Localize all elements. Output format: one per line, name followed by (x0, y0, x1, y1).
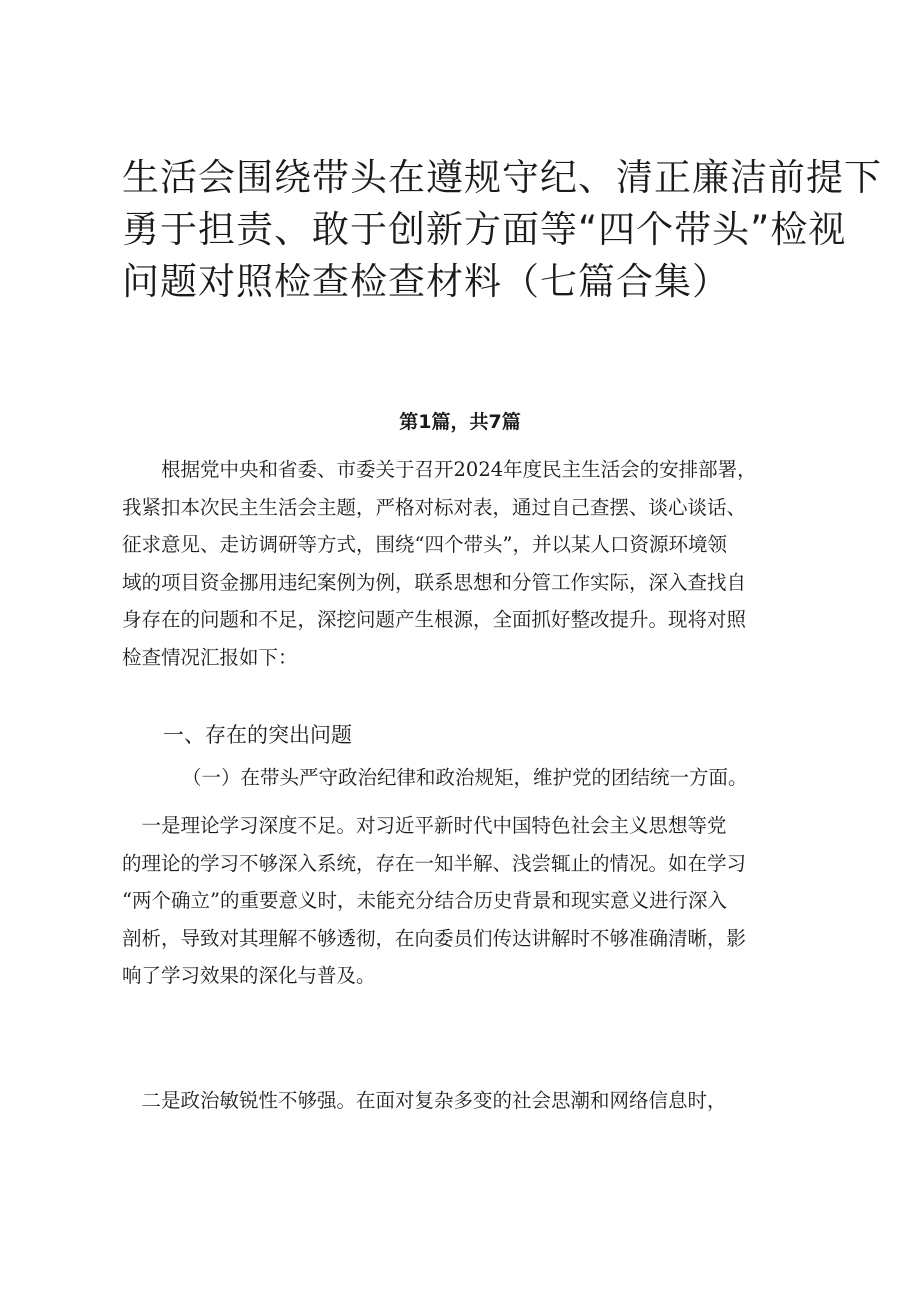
title-line: 勇于担责、敢于创新方面等“四个带头”检视 (122, 208, 847, 251)
text-line: 域的项目资金挪用违纪案例为例，联系思想和分管工作实际，深入查找自 (122, 570, 747, 594)
title-line: 问题对照检查检查材料（七篇合集） (122, 260, 730, 303)
text-line: 二是政治敏锐性不够强。在面对复杂多变的社会思潮和网络信息时， (122, 1089, 727, 1112)
text-line: 剖析，导致对其理解不够透彻，在向委员们传达讲解时不够准确清晰，影 (122, 926, 747, 950)
text-line: 我紧扣本次民主生活会主题，严格对标对表，通过自己查摆、谈心谈话、 (122, 495, 747, 519)
document-title (122, 152, 882, 308)
point-two-paragraph (122, 1082, 812, 1120)
text-line: “两个确立”的重要意义时，未能充分结合历史背景和现实意义进行深入 (122, 889, 727, 912)
intro-paragraph (122, 451, 812, 676)
text-line: 一是理论学习深度不足。对习近平新时代中国特色社会主义思想等党 (122, 814, 727, 837)
title-line: 生活会围绕带头在遵规守纪、清正廉洁前提下 (122, 156, 882, 199)
text-line: 身存在的问题和不足，深挖问题产生根源，全面抓好整改提升。现将对照 (122, 608, 747, 631)
text-line: 响了学习效果的深化与普及。 (122, 964, 376, 987)
sub-heading: （一）在带头严守政治纪律和政治规矩，维护党的团结统一方面。 (182, 766, 748, 789)
text-line: 的理论的学习不够深入系统，存在一知半解、浅尝辄止的情况。如在学习 (122, 851, 747, 875)
section-heading: 一、存在的突出问题 (163, 723, 352, 747)
text-line: 根据党中央和省委、市委关于召开2024年度民主生活会的安排部署， (122, 458, 757, 481)
part-heading: 第1篇，共7篇 (399, 411, 521, 433)
text-line: 征求意见、走访调研等方式，围绕“四个带头”，并以某人口资源环境领 (122, 533, 727, 556)
point-one-paragraph (122, 807, 812, 995)
text-line: 检查情况汇报如下： (122, 645, 298, 669)
